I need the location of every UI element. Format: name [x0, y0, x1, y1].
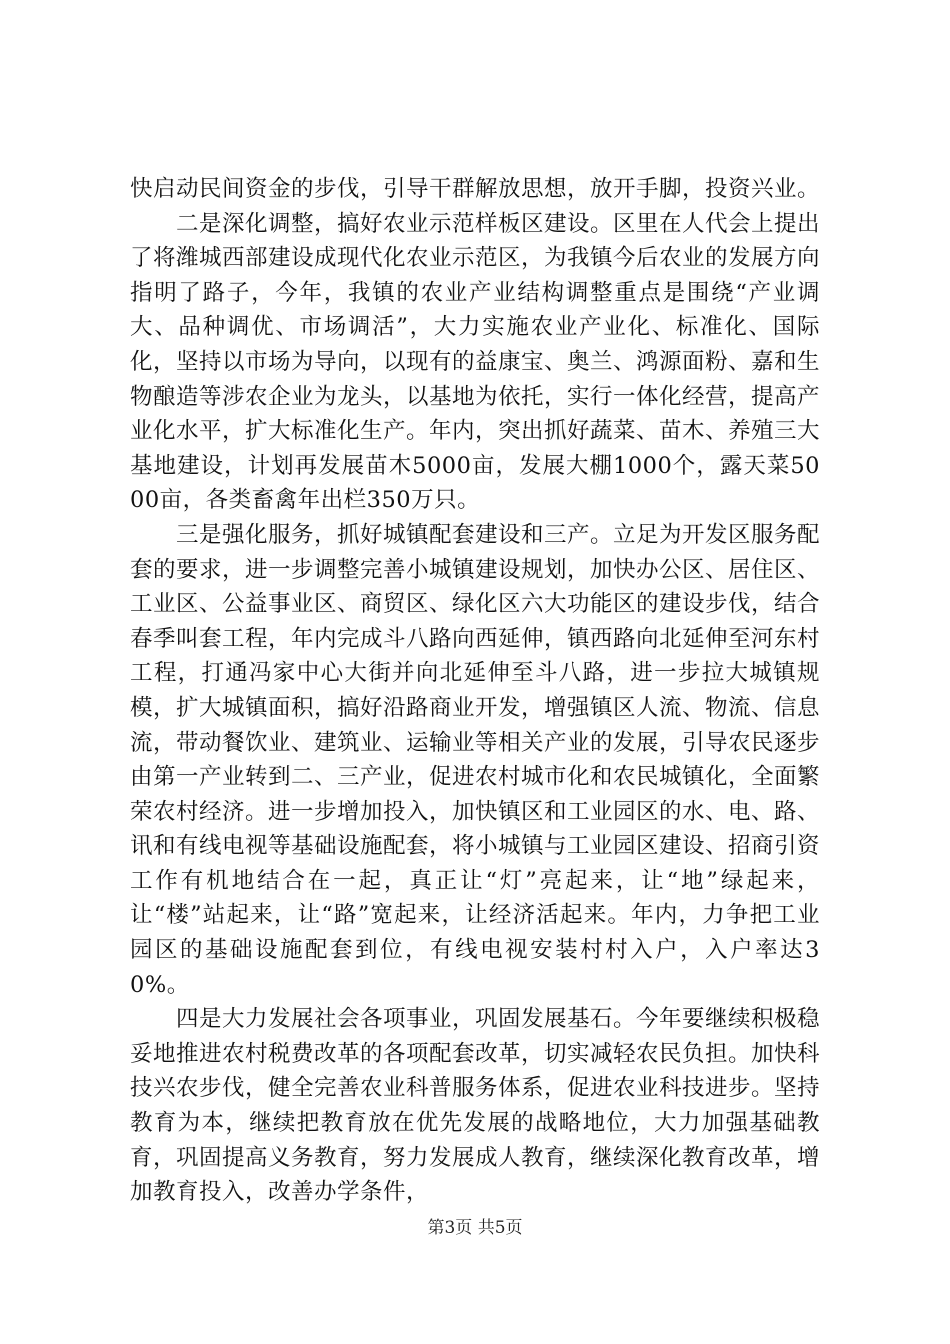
paragraph-town-services: 三是强化服务，抓好城镇配套建设和三产。立足为开发区服务配套的要求，进一步调整完善小城镇建设规划，加快办公区、居住区、工业区、公益事业区、商贸区、绿化区六大功能区的建设步伐，结合春季叫套工程，年内完成斗八路向西延伸，镇西路向北延伸至河东村工程，打通冯家中心大街并向北延伸至斗八路，进一步拉大城镇规模，扩大城镇面积，搞好沿路商业开发，增强镇区人流、物流、信息流，带动餐饮业、建筑业、运输业等相关产业的发展，引导农民逐步由第一产业转到二、三产业，促进农村城市化和农民城镇化，全面繁荣农村经济。进一步增加投入，加快镇区和工业园区的水、电、路、讯和有线电视等基础设施配套，将小城镇与工业园区建设、招商引资工作有机地结合在一起，真正让“灯”亮起来，让“地”绿起来，让“楼”站起来，让“路”宽起来，让经济活起来。年内，力争把工业园区的基础设施配套到位，有线电视安装村村入户，入户率达30%。 — [130, 521, 821, 998]
paragraph-continuation: 快启动民间资金的步伐，引导干群解放思想，放开手脚，投资兴业。 — [130, 176, 821, 202]
page-number-footer: 第3页 共5页 — [427, 1218, 523, 1238]
document-body — [130, 172, 820, 1210]
paragraph-social-affairs: 四是大力发展社会各项事业，巩固发展基石。今年要继续积极稳妥地推进农村税费改革的各项配套改革，切实减轻农民负担。加快科技兴农步伐，健全完善农业科普服务体系，促进农业科技进步。坚持教育为本，继续把教育放在优先发展的战略地位，大力加强基础教育，巩固提高义务教育，努力发展成人教育，继续深化教育改革，增加教育投入，改善办学条件， — [130, 1006, 821, 1206]
paragraph-agriculture: 二是深化调整，搞好农业示范样板区建设。区里在人代会上提出了将潍城西部建设成现代化农业示范区，为我镇今后农业的发展方向指明了路子，今年，我镇的农业产业结构调整重点是围绕“产业调大、品种调优、市场调活”，大力实施农业产业化、标准化、国际化，坚持以市场为导向，以现有的益康宝、奥兰、鸿源面粉、嘉和生物酿造等涉农企业为龙头，以基地为依托，实行一体化经营，提高产业化水平，扩大标准化生产。年内，突出抓好蔬菜、苗木、养殖三大基地建设，计划再发展苗木5000亩，发展大棚1000个，露天菜5000亩，各类畜禽年出栏350万只。 — [130, 210, 821, 514]
